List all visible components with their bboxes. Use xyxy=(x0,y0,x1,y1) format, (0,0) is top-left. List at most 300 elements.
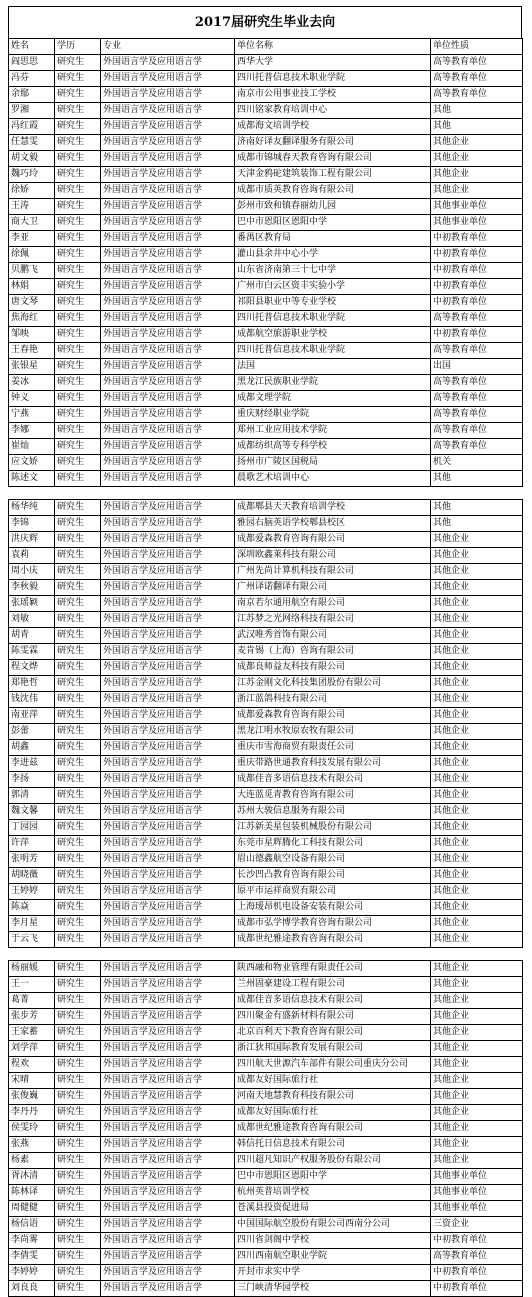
table-row xyxy=(9,1153,523,1169)
table-cell: 杨丽媛 xyxy=(9,961,55,977)
table-row xyxy=(9,1201,523,1217)
table-cell: 外国语言学及应用语言学 xyxy=(101,660,235,676)
table-cell: 研究生 xyxy=(55,375,101,391)
table-cell: 其他企业 xyxy=(431,868,523,884)
table-cell: 研究生 xyxy=(55,900,101,916)
table-cell: 中初教育单位 xyxy=(431,263,523,279)
table-cell: 研究生 xyxy=(55,55,101,71)
table-cell: 外国语言学及应用语言学 xyxy=(101,295,235,311)
table-cell: 成都世纪雅途教育咨询有限公司 xyxy=(235,1121,431,1137)
table-cell: 冯芬 xyxy=(9,71,55,87)
table-cell: 研究生 xyxy=(55,135,101,151)
table-cell: 研究生 xyxy=(55,820,101,836)
table-cell: 外国语言学及应用语言学 xyxy=(101,1201,235,1217)
table-cell: 外国语言学及应用语言学 xyxy=(101,327,235,343)
table-cell: 苍溪县投资促进局 xyxy=(235,1201,431,1217)
table-cell: 成都航空旅游职业学校 xyxy=(235,327,431,343)
table-cell: 成都文理学院 xyxy=(235,391,431,407)
table-cell: 陈焱 xyxy=(9,900,55,916)
table-cell: 外国语言学及应用语言学 xyxy=(101,87,235,103)
table-row xyxy=(9,103,523,119)
table-cell: 张俊巍 xyxy=(9,1089,55,1105)
table-cell: 研究生 xyxy=(55,644,101,660)
table-cell: 研究生 xyxy=(55,1281,101,1297)
table-row xyxy=(9,788,523,804)
table-cell: 研究生 xyxy=(55,279,101,295)
table-sections xyxy=(8,38,522,1297)
table-cell: 外国语言学及应用语言学 xyxy=(101,1073,235,1089)
table-cell: 宋晴 xyxy=(9,1073,55,1089)
table-cell: 刘良良 xyxy=(9,1281,55,1297)
table-cell: 外国语言学及应用语言学 xyxy=(101,596,235,612)
table-row xyxy=(9,628,523,644)
table-cell: 中初教育单位 xyxy=(431,295,523,311)
table-cell: 研究生 xyxy=(55,119,101,135)
page-title: 2017届研究生毕业去向 xyxy=(8,6,522,38)
table-cell: 济南好译友翻译服务有限公司 xyxy=(235,135,431,151)
table-row xyxy=(9,884,523,900)
table-row xyxy=(9,407,523,423)
table-cell: 钱沈伟 xyxy=(9,692,55,708)
table-cell: 其他企业 xyxy=(431,1153,523,1169)
table-cell: 兰州固豪建设工程有限公司 xyxy=(235,977,431,993)
table-cell: 研究生 xyxy=(55,327,101,343)
table-cell: 研究生 xyxy=(55,961,101,977)
table-row xyxy=(9,135,523,151)
table-cell: 彭蕾 xyxy=(9,724,55,740)
table-cell: 四川航天世源汽车部件有限公司重庆分公司 xyxy=(235,1057,431,1073)
table-row xyxy=(9,1025,523,1041)
table-cell: 程文烨 xyxy=(9,660,55,676)
table-row xyxy=(9,1265,523,1281)
table-cell: 外国语言学及应用语言学 xyxy=(101,676,235,692)
table-cell: 郑州工业应用技术学院 xyxy=(235,423,431,439)
table-cell: 成都爱森教育咨询有限公司 xyxy=(235,708,431,724)
table-cell: 其他企业 xyxy=(431,564,523,580)
table-cell: 外国语言学及应用语言学 xyxy=(101,868,235,884)
graduate-table xyxy=(8,960,523,1297)
table-cell: 李进兹 xyxy=(9,756,55,772)
table-cell: 三资企业 xyxy=(431,1217,523,1233)
table-cell: 成都市弘学博学教育咨询有限公司 xyxy=(235,916,431,932)
table-cell: 其他 xyxy=(431,103,523,119)
table-cell: 李婷婷 xyxy=(9,1265,55,1281)
table-row xyxy=(9,756,523,772)
table-cell: 侯雯玲 xyxy=(9,1121,55,1137)
table-cell: 外国语言学及应用语言学 xyxy=(101,407,235,423)
table-cell: 钟义 xyxy=(9,391,55,407)
table-cell: 其他企业 xyxy=(431,183,523,199)
table-cell: 林娟 xyxy=(9,279,55,295)
table-cell: 浙江狄邦国际教育发展有限公司 xyxy=(235,1041,431,1057)
table-cell: 其他企业 xyxy=(431,756,523,772)
table-cell: 三门峡清华园学校 xyxy=(235,1281,431,1297)
table-cell: 李月星 xyxy=(9,916,55,932)
table-cell: 应文娇 xyxy=(9,455,55,471)
table-cell: 研究生 xyxy=(55,1137,101,1153)
table-cell: 外国语言学及应用语言学 xyxy=(101,231,235,247)
table-row xyxy=(9,596,523,612)
table-cell: 四川省剑阁中学校 xyxy=(235,1233,431,1249)
table-cell: 外国语言学及应用语言学 xyxy=(101,772,235,788)
table-cell: 研究生 xyxy=(55,756,101,772)
column-header: 单位性质 xyxy=(431,39,523,55)
table-cell: 张银星 xyxy=(9,359,55,375)
table-cell: 郑艳哲 xyxy=(9,676,55,692)
table-cell: 研究生 xyxy=(55,439,101,455)
table-cell: 外国语言学及应用语言学 xyxy=(101,836,235,852)
table-cell: 外国语言学及应用语言学 xyxy=(101,311,235,327)
table-cell: 研究生 xyxy=(55,740,101,756)
table-cell: 研究生 xyxy=(55,1041,101,1057)
table-cell: 王涛 xyxy=(9,199,55,215)
table-cell: 刘敏 xyxy=(9,612,55,628)
table-cell: 研究生 xyxy=(55,1185,101,1201)
table-cell: 研究生 xyxy=(55,215,101,231)
table-cell: 冯红霞 xyxy=(9,119,55,135)
table-row xyxy=(9,724,523,740)
table-cell: 研究生 xyxy=(55,1169,101,1185)
table-cell: 北京百利天下教育咨询有限公司 xyxy=(235,1025,431,1041)
table-cell: 其他企业 xyxy=(431,532,523,548)
table-cell: 南京若尔通用航空有限公司 xyxy=(235,596,431,612)
table-cell: 研究生 xyxy=(55,247,101,263)
table-row xyxy=(9,548,523,564)
table-cell: 外国语言学及应用语言学 xyxy=(101,215,235,231)
table-row xyxy=(9,868,523,884)
table-cell: 外国语言学及应用语言学 xyxy=(101,1265,235,1281)
table-cell: 外国语言学及应用语言学 xyxy=(101,900,235,916)
table-row xyxy=(9,1089,523,1105)
table-cell: 唐文琴 xyxy=(9,295,55,311)
table-cell: 晨歌艺术培训中心 xyxy=(235,471,431,487)
table-row xyxy=(9,500,523,516)
table-cell: 研究生 xyxy=(55,1153,101,1169)
table-cell: 广州先尚计算机科技有限公司 xyxy=(235,564,431,580)
table-cell: 其他企业 xyxy=(431,884,523,900)
table-cell: 外国语言学及应用语言学 xyxy=(101,1009,235,1025)
table-cell: 西华大学 xyxy=(235,55,431,71)
table-cell: 重庆财经职业学院 xyxy=(235,407,431,423)
table-cell: 李锦 xyxy=(9,516,55,532)
table-cell: 杭州英普培训学校 xyxy=(235,1185,431,1201)
table-cell: 李秋毅 xyxy=(9,580,55,596)
table-cell: 其他企业 xyxy=(431,932,523,948)
table-cell: 宁燕 xyxy=(9,407,55,423)
table-cell: 外国语言学及应用语言学 xyxy=(101,548,235,564)
table-cell: 出国 xyxy=(431,359,523,375)
table-cell: 高等教育单位 xyxy=(431,343,523,359)
table-cell: 其他企业 xyxy=(431,628,523,644)
table-cell: 广州译诺翻译有限公司 xyxy=(235,580,431,596)
table-cell: 研究生 xyxy=(55,1265,101,1281)
table-cell: 陕西融和物业管理有限责任公司 xyxy=(235,961,431,977)
table-cell: 研究生 xyxy=(55,788,101,804)
table-cell: 研究生 xyxy=(55,87,101,103)
table-cell: 刘学萍 xyxy=(9,1041,55,1057)
table-cell: 高等教育单位 xyxy=(431,439,523,455)
table-row xyxy=(9,439,523,455)
table-row xyxy=(9,708,523,724)
table-cell: 研究生 xyxy=(55,676,101,692)
table-cell: 四川托普信息技术职业学院 xyxy=(235,311,431,327)
table-cell: 成都市质英教育咨询有限公司 xyxy=(235,183,431,199)
table-cell: 其他企业 xyxy=(431,977,523,993)
table-cell: 苏州大骏信息服务有限公司 xyxy=(235,804,431,820)
table-row xyxy=(9,564,523,580)
table-cell: 高等教育单位 xyxy=(431,87,523,103)
table-cell: 其他企业 xyxy=(431,1041,523,1057)
table-cell: 外国语言学及应用语言学 xyxy=(101,359,235,375)
table-row xyxy=(9,977,523,993)
table-cell: 外国语言学及应用语言学 xyxy=(101,1217,235,1233)
table-cell: 成都友好国际旅行社 xyxy=(235,1105,431,1121)
table-row xyxy=(9,532,523,548)
table-cell: 外国语言学及应用语言学 xyxy=(101,993,235,1009)
table-cell: 其他企业 xyxy=(431,644,523,660)
table-cell: 其他事业单位 xyxy=(431,1201,523,1217)
table-cell: 外国语言学及应用语言学 xyxy=(101,740,235,756)
table-cell: 研究生 xyxy=(55,500,101,516)
table-cell: 外国语言学及应用语言学 xyxy=(101,932,235,948)
table-cell: 李亚 xyxy=(9,231,55,247)
table-row xyxy=(9,900,523,916)
table-cell: 其他企业 xyxy=(431,1073,523,1089)
table-row xyxy=(9,836,523,852)
table-cell: 研究生 xyxy=(55,151,101,167)
table-row xyxy=(9,423,523,439)
table-cell: 研究生 xyxy=(55,231,101,247)
table-row xyxy=(9,311,523,327)
table-cell: 其他企业 xyxy=(431,135,523,151)
table-cell: 胥沐清 xyxy=(9,1169,55,1185)
table-cell: 研究生 xyxy=(55,516,101,532)
table-cell: 研究生 xyxy=(55,724,101,740)
table-row xyxy=(9,676,523,692)
table-cell: 其他企业 xyxy=(431,993,523,1009)
table-row xyxy=(9,1105,523,1121)
table-cell: 中初教育单位 xyxy=(431,1281,523,1297)
table-cell: 研究生 xyxy=(55,407,101,423)
table-row xyxy=(9,1185,523,1201)
table-cell: 高等教育单位 xyxy=(431,391,523,407)
table-cell: 其他企业 xyxy=(431,900,523,916)
table-cell: 研究生 xyxy=(55,1073,101,1089)
table-cell: 研究生 xyxy=(55,71,101,87)
table-cell: 外国语言学及应用语言学 xyxy=(101,279,235,295)
table-cell: 外国语言学及应用语言学 xyxy=(101,423,235,439)
table-cell: 外国语言学及应用语言学 xyxy=(101,1281,235,1297)
table-cell: 研究生 xyxy=(55,1201,101,1217)
table-cell: 灌山县余井中心小学 xyxy=(235,247,431,263)
table-cell: 巴中市恩阳区恩阳中学 xyxy=(235,1169,431,1185)
table-cell: 外国语言学及应用语言学 xyxy=(101,183,235,199)
table-row xyxy=(9,772,523,788)
table-cell: 外国语言学及应用语言学 xyxy=(101,1249,235,1265)
table-cell: 研究生 xyxy=(55,596,101,612)
table-cell: 张瑶颖 xyxy=(9,596,55,612)
table-cell: 浙江蓝鸽科技有限公司 xyxy=(235,692,431,708)
table-cell: 四川超凡知识产权服务股份有限公司 xyxy=(235,1153,431,1169)
table-cell: 中初教育单位 xyxy=(431,279,523,295)
table-cell: 外国语言学及应用语言学 xyxy=(101,500,235,516)
table-cell: 高等教育单位 xyxy=(431,1249,523,1265)
table-cell: 外国语言学及应用语言学 xyxy=(101,391,235,407)
table-cell: 其他企业 xyxy=(431,596,523,612)
document-page xyxy=(8,6,522,1297)
table-cell: 研究生 xyxy=(55,532,101,548)
table-cell: 山东省济南第三十七中学 xyxy=(235,263,431,279)
table-cell: 外国语言学及应用语言学 xyxy=(101,1185,235,1201)
table-cell: 高等教育单位 xyxy=(431,423,523,439)
table-cell: 其他企业 xyxy=(431,961,523,977)
column-header: 姓名 xyxy=(9,39,55,55)
table-cell: 其他企业 xyxy=(431,852,523,868)
table-cell: 其他企业 xyxy=(431,167,523,183)
graduate-table xyxy=(8,499,523,948)
column-header: 学历 xyxy=(55,39,101,55)
table-cell: 外国语言学及应用语言学 xyxy=(101,1137,235,1153)
table-cell: 余鄢 xyxy=(9,87,55,103)
table-cell: 其他企业 xyxy=(431,1009,523,1025)
table-cell: 研究生 xyxy=(55,993,101,1009)
table-row xyxy=(9,295,523,311)
table-cell: 陈述文 xyxy=(9,471,55,487)
table-cell: 外国语言学及应用语言学 xyxy=(101,375,235,391)
table-cell: 原平市运祥商贸有限公司 xyxy=(235,884,431,900)
table-cell: 研究生 xyxy=(55,103,101,119)
table-cell: 陈林译 xyxy=(9,1185,55,1201)
table-cell: 研究生 xyxy=(55,183,101,199)
table-row xyxy=(9,215,523,231)
table-cell: 彭州市致和镇春丽幼儿园 xyxy=(235,199,431,215)
table-row xyxy=(9,820,523,836)
table-row xyxy=(9,359,523,375)
table-cell: 研究生 xyxy=(55,471,101,487)
table-cell: 开封市求实中学 xyxy=(235,1265,431,1281)
table-cell: 研究生 xyxy=(55,852,101,868)
table-cell: 中初教育单位 xyxy=(431,231,523,247)
table-cell: 研究生 xyxy=(55,580,101,596)
table-cell: 其他企业 xyxy=(431,660,523,676)
table-row xyxy=(9,740,523,756)
table-cell: 高等教育单位 xyxy=(431,71,523,87)
table-cell: 大连蓝觅青教育咨询有限公司 xyxy=(235,788,431,804)
table-row xyxy=(9,343,523,359)
table-row xyxy=(9,692,523,708)
table-cell: 中初教育单位 xyxy=(431,327,523,343)
table-cell: 其他企业 xyxy=(431,1137,523,1153)
table-cell: 成都纺织高等专科学校 xyxy=(235,439,431,455)
table-row xyxy=(9,375,523,391)
table-cell: 程欢 xyxy=(9,1057,55,1073)
table-cell: 研究生 xyxy=(55,884,101,900)
table-row xyxy=(9,471,523,487)
table-row xyxy=(9,391,523,407)
table-cell: 其他企业 xyxy=(431,1121,523,1137)
table-cell: 胡青 xyxy=(9,628,55,644)
table-cell: 中初教育单位 xyxy=(431,247,523,263)
table-cell: 外国语言学及应用语言学 xyxy=(101,516,235,532)
table-cell: 其他企业 xyxy=(431,151,523,167)
table-cell: 东莞市星辉腾化工科技有限公司 xyxy=(235,836,431,852)
table-cell: 袁莉 xyxy=(9,548,55,564)
table-cell: 外国语言学及应用语言学 xyxy=(101,1041,235,1057)
table-cell: 外国语言学及应用语言学 xyxy=(101,644,235,660)
table-cell: 外国语言学及应用语言学 xyxy=(101,55,235,71)
table-cell: 外国语言学及应用语言学 xyxy=(101,692,235,708)
table-cell: 广州市白云区资丰实验小学 xyxy=(235,279,431,295)
table-cell: 外国语言学及应用语言学 xyxy=(101,199,235,215)
table-row xyxy=(9,247,523,263)
table-cell: 长沙凹凸教育咨询有限公司 xyxy=(235,868,431,884)
table-cell: 研究生 xyxy=(55,391,101,407)
table-cell: 眉山德鑫航空设备有限公司 xyxy=(235,852,431,868)
table-cell: 其他 xyxy=(431,516,523,532)
table-cell: 李倩雯 xyxy=(9,1249,55,1265)
table-cell: 研究生 xyxy=(55,343,101,359)
table-cell: 周健健 xyxy=(9,1201,55,1217)
table-cell: 其他企业 xyxy=(431,836,523,852)
table-cell: 外国语言学及应用语言学 xyxy=(101,1169,235,1185)
table-cell: 李丹丹 xyxy=(9,1105,55,1121)
table-row xyxy=(9,932,523,948)
table-cell: 其他企业 xyxy=(431,804,523,820)
table-cell: 研究生 xyxy=(55,423,101,439)
table-cell: 研究生 xyxy=(55,1089,101,1105)
table-row xyxy=(9,1073,523,1089)
table-row xyxy=(9,87,523,103)
table-cell: 江苏新美星包装机械股份有限公司 xyxy=(235,820,431,836)
table-cell: 王家蓄 xyxy=(9,1025,55,1041)
table-cell: 麦肯锡（上海）咨询有限公司 xyxy=(235,644,431,660)
table-cell: 阎思思 xyxy=(9,55,55,71)
table-row xyxy=(9,804,523,820)
table-cell: 研究生 xyxy=(55,1009,101,1025)
table-cell: 四川托普信息技术职业学院 xyxy=(235,71,431,87)
table-cell: 南京市公用事业技工学校 xyxy=(235,87,431,103)
table-cell: 崔灿 xyxy=(9,439,55,455)
table-cell: 外国语言学及应用语言学 xyxy=(101,724,235,740)
table-cell: 高等教育单位 xyxy=(431,407,523,423)
table-cell: 成都佳音多语信息技术有限公司 xyxy=(235,993,431,1009)
table-row xyxy=(9,852,523,868)
table-cell: 外国语言学及应用语言学 xyxy=(101,119,235,135)
table-cell: 韩信托日信息技术有限公司 xyxy=(235,1137,431,1153)
table-cell: 外国语言学及应用语言学 xyxy=(101,247,235,263)
table-cell: 研究生 xyxy=(55,295,101,311)
table-cell: 外国语言学及应用语言学 xyxy=(101,820,235,836)
table-row xyxy=(9,516,523,532)
table-cell: 上海瑷昂机电设备安装有限公司 xyxy=(235,900,431,916)
table-cell: 外国语言学及应用语言学 xyxy=(101,1121,235,1137)
table-cell: 外国语言学及应用语言学 xyxy=(101,564,235,580)
table-cell: 罗湘 xyxy=(9,103,55,119)
table-cell: 研究生 xyxy=(55,1249,101,1265)
table-cell: 胡鑫 xyxy=(9,740,55,756)
table-cell: 周小庆 xyxy=(9,564,55,580)
section-gap xyxy=(8,487,522,499)
table-row xyxy=(9,644,523,660)
table-cell: 中初教育单位 xyxy=(431,1233,523,1249)
table-cell: 外国语言学及应用语言学 xyxy=(101,1089,235,1105)
table-cell: 研究生 xyxy=(55,455,101,471)
table-cell: 研究生 xyxy=(55,868,101,884)
table-cell: 邹映 xyxy=(9,327,55,343)
table-cell: 研究生 xyxy=(55,772,101,788)
table-cell: 李娜 xyxy=(9,423,55,439)
table-row xyxy=(9,231,523,247)
